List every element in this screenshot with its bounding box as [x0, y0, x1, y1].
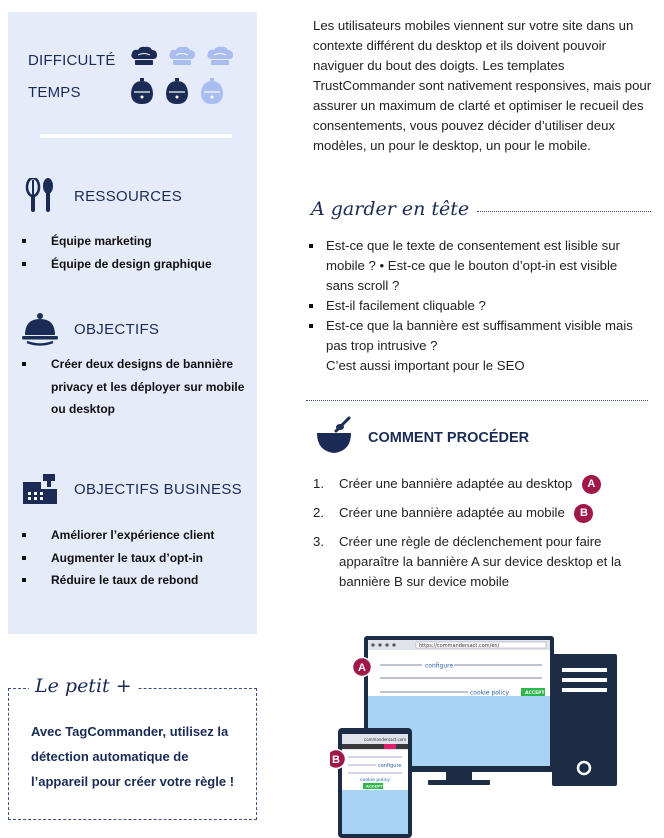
step-text: Créer une bannière adaptée au mobile — [339, 505, 565, 521]
time-meter — [130, 78, 225, 110]
resources-header — [20, 176, 182, 216]
business-objectives-list — [20, 524, 214, 592]
how-to-title: COMMENT PROCÉDER — [368, 429, 530, 446]
mobile-accept-button: ACCEPT — [366, 783, 383, 789]
banner-b-badge: B — [574, 504, 593, 523]
kitchen-timer-icon — [165, 78, 189, 110]
keep-in-mind-list — [306, 236, 646, 376]
objectives-list — [20, 353, 250, 421]
cash-register-icon — [20, 469, 60, 509]
step-item — [313, 503, 653, 523]
time-label: TEMPS — [28, 84, 81, 101]
resources-list — [20, 230, 212, 275]
desktop-configure-link: configure — [425, 662, 454, 670]
whisk-spoon-icon — [20, 176, 60, 216]
resources-title: RESSOURCES — [74, 187, 183, 205]
desktop-url-text: https://commandersact.com/en/ — [419, 643, 500, 649]
kitchen-timer-icon — [200, 78, 224, 110]
tip-body: Avec TagCommander, utilisez la détection automatique de l’appareil pour créer votre règle ! — [31, 724, 235, 789]
dotted-rule — [477, 211, 651, 212]
mobile-url-text: commandersact.com — [364, 737, 407, 742]
desktop-cookie-policy-link: cookie policy — [470, 689, 510, 697]
objectives-header — [20, 309, 159, 349]
intro-paragraph: Les utilisateurs mobiles viennent sur votre site dans un contexte différent du desktop et ils doivent pouvoir naviguer du bout des doigts. Les templates TrustCommander sont nativement responsives, mais pour assurer un maximum de clarté et optimiser le recueil des consentements, vous pouvez décider d’utiliser deux modèles, un pour le desktop, un pour le mobile. — [313, 18, 652, 153]
kitchen-timer-icon — [130, 78, 154, 110]
mixing-bowl-icon — [316, 415, 352, 460]
mobile-cookie-policy-link: cookie policy — [360, 778, 390, 783]
tip-box — [8, 675, 257, 820]
difficulty-label: DIFFICULTÉ — [28, 52, 116, 69]
steps-list — [313, 474, 653, 601]
mobile-phone — [338, 728, 412, 838]
chef-hat-icon — [206, 46, 234, 71]
computer-tower-icon — [552, 654, 617, 786]
how-to-header — [316, 415, 529, 460]
list-item: Est-il facilement cliquable ? — [306, 296, 646, 316]
difficulty-meter — [130, 46, 234, 71]
devices-illustration — [330, 630, 630, 838]
list-item: Est-ce que la bannière est suffisamment visible mais pas trop intrusive ? — [306, 316, 646, 356]
list-item: Équipe marketing — [20, 230, 212, 253]
badge-b — [330, 750, 346, 769]
tip-title: Le petit + — [29, 675, 138, 697]
badge-a — [353, 658, 372, 677]
list-item: Est-ce que le texte de consentement est lisible sur mobile ? • Est-ce que le bouton d’opt-in est visible sans scroll ? — [306, 236, 646, 296]
list-item: Créer deux designs de bannière privacy et les déployer sur mobile ou desktop — [20, 353, 250, 421]
svg-text:B: B — [332, 754, 340, 766]
desktop-accept-button: ACCEPT — [525, 691, 545, 696]
chef-hat-icon — [168, 46, 196, 71]
list-item: Augmenter le taux d’opt-in — [20, 547, 214, 570]
step-item — [313, 532, 653, 592]
business-objectives-header — [20, 469, 242, 509]
banner-a-badge: A — [582, 475, 601, 494]
step-number: 3. — [313, 534, 324, 550]
list-item: Équipe de design graphique — [20, 253, 212, 276]
objectives-title: OBJECTIFS — [74, 320, 160, 338]
business-objectives-title: OBJECTIFS BUSINESS — [74, 480, 242, 498]
keep-in-mind-title: A garder en tête — [311, 198, 470, 220]
list-item: Réduire le taux de rebond — [20, 569, 214, 592]
mobile-configure-link: configure — [378, 763, 402, 769]
step-item — [313, 474, 653, 494]
list-item: Améliorer l’expérience client — [20, 524, 214, 547]
step-number: 1. — [313, 476, 324, 491]
keep-in-mind-note: C’est aussi important pour le SEO — [326, 358, 525, 373]
cloche-icon — [20, 309, 60, 349]
step-text: Créer une bannière adaptée au desktop — [339, 476, 573, 491]
keep-in-mind-header — [311, 198, 651, 220]
left-sidebar-panel — [8, 12, 257, 634]
panel-divider — [40, 134, 232, 138]
section-divider — [306, 400, 648, 401]
step-number: 2. — [313, 505, 324, 521]
chef-hat-icon — [130, 46, 158, 71]
svg-text:A: A — [358, 662, 366, 674]
step-text: Créer une règle de déclenchement pour faire apparaître la bannière A sur device desktop et la bannière B sur device mobile — [339, 534, 622, 590]
